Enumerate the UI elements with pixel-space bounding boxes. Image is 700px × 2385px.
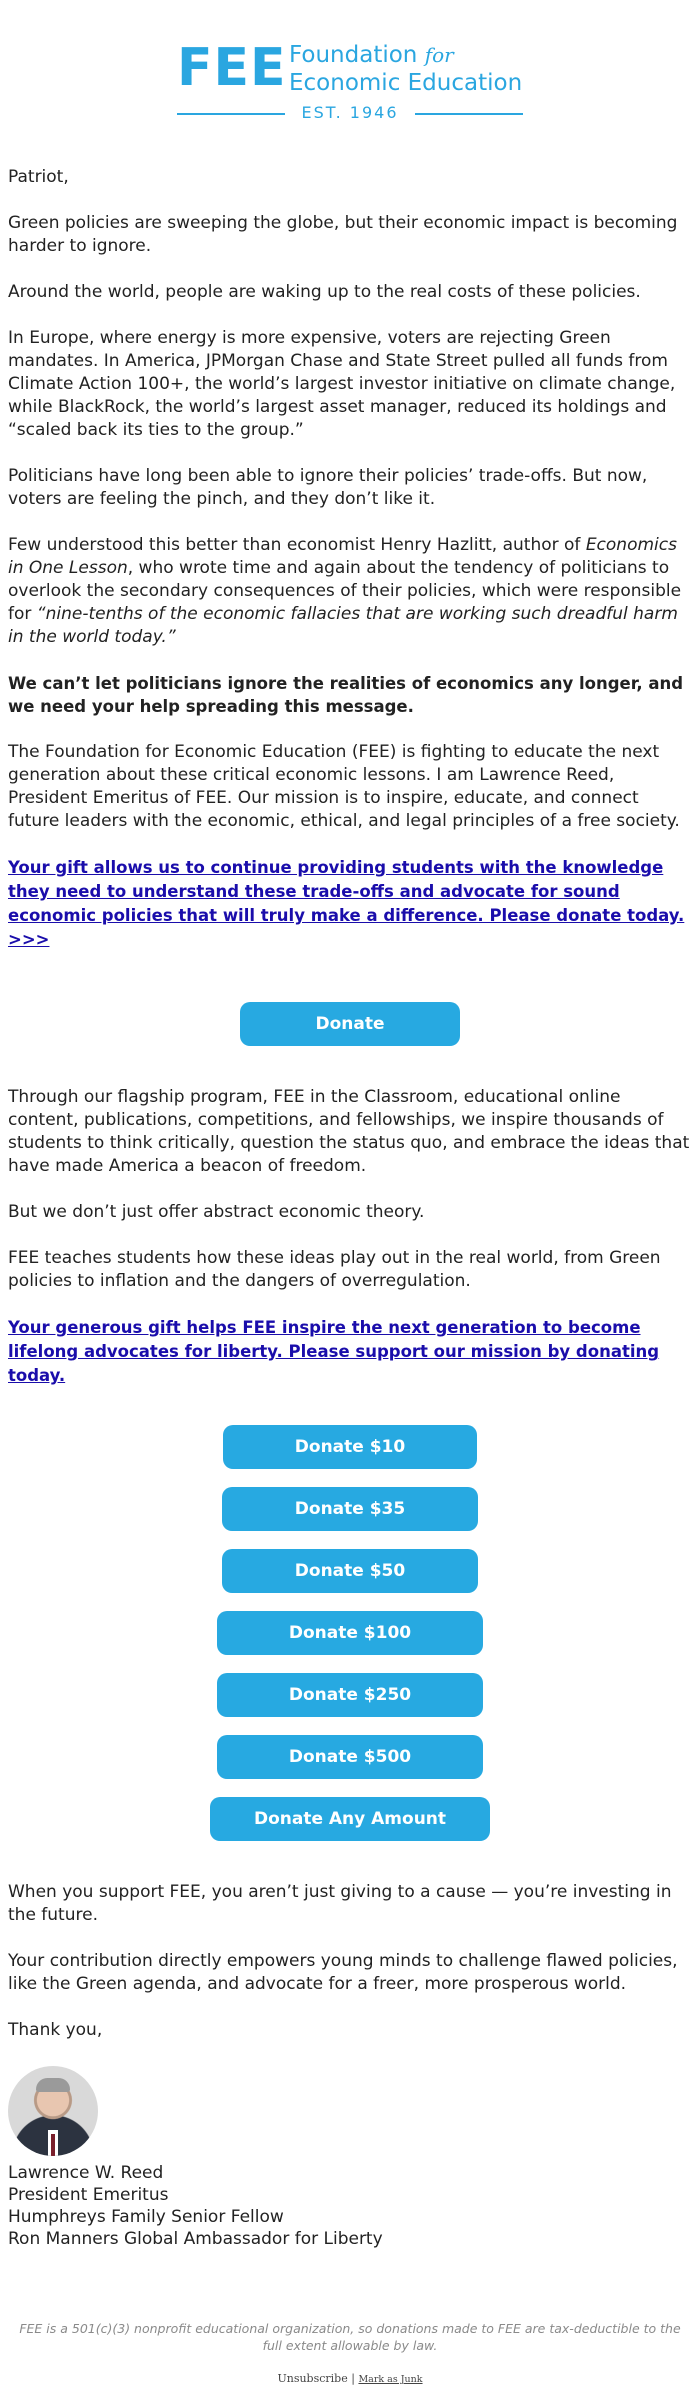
logo-economic-education-text: Economic Education xyxy=(289,70,523,96)
footer-separator: | xyxy=(351,2372,355,2385)
donate-100-button[interactable]: Donate $100 xyxy=(217,1611,483,1655)
footer xyxy=(0,2320,700,2385)
paragraph-politicians: Politicians have long been able to ignore their policies’ trade-offs. But now, voters are feeling the pinch, and they don’t like it. xyxy=(8,466,648,509)
logo-established: EST. 1946 xyxy=(301,103,399,122)
donate-35-button[interactable]: Donate $35 xyxy=(222,1487,478,1531)
logo-rule-right xyxy=(415,113,523,115)
donate-link-paragraph xyxy=(8,856,692,952)
closing: Thank you, xyxy=(8,2020,103,2040)
avatar-hair xyxy=(36,2078,70,2092)
donate-250-button[interactable]: Donate $250 xyxy=(217,1673,483,1717)
donate-link-trade-offs[interactable]: Your gift allows us to continue providing students with the knowledge they need to understand these trade-offs and advocate for sound economic policies that will truly make a difference. Please donate today. >>> xyxy=(8,858,685,949)
unsubscribe-link[interactable]: Unsubscribe xyxy=(277,2372,348,2385)
signature-name: Lawrence W. Reed xyxy=(8,2163,164,2183)
logo-for-word: for xyxy=(424,43,454,67)
hazlitt-text-b: , who wrote time and again about the tendency of politicians to overlook the secondary consequences of their policies, which were responsible for xyxy=(8,558,682,624)
donate-500-button[interactable]: Donate $500 xyxy=(217,1735,483,1779)
signature-title-1: President Emeritus xyxy=(8,2185,169,2205)
avatar-tie xyxy=(51,2134,55,2156)
signature-block xyxy=(8,2162,692,2250)
paragraph-waking-up: Around the world, people are waking up to the real costs of these policies. xyxy=(8,282,641,302)
logo-foundation-word: Foundation xyxy=(289,42,425,68)
paragraph-real-world: FEE teaches students how these ideas play out in the real world, from Green policies to inflation and the dangers of overregulation. xyxy=(8,1248,661,1291)
paragraph-green-policies: Green policies are sweeping the globe, but their economic impact is becoming harder to ignore. xyxy=(8,213,678,256)
footer-legal-text: FEE is a 501(c)(3) nonprofit educational organization, so donations made to FEE are tax-deductible to the full extent allowable by law. xyxy=(19,2321,681,2353)
paragraph-fee-mission: The Foundation for Economic Education (FEE) is fighting to educate the next generation about these critical economic lessons. I am Lawrence Reed, President Emeritus of FEE. Our mission is to inspire, educate, and connect future leaders with the economic, ethical, and legal principles of a free society. xyxy=(8,742,680,831)
paragraph-contribution: Your contribution directly empowers young minds to challenge flawed policies, like the Green agenda, and advocate for a freer, more prosperous world. xyxy=(8,1951,678,1994)
hazlitt-book-title: Economics in One Lesson xyxy=(8,535,677,578)
donate-button[interactable]: Donate xyxy=(240,1002,460,1046)
logo-foundation-text xyxy=(289,42,454,68)
avatar xyxy=(8,2066,98,2156)
donate-any-amount-button[interactable]: Donate Any Amount xyxy=(210,1797,490,1841)
email-body xyxy=(0,166,700,2250)
donate-10-button[interactable]: Donate $10 xyxy=(223,1425,477,1469)
hazlitt-text-a: Few understood this better than economist Henry Hazlitt, author of xyxy=(8,535,586,555)
signature-title-3: Ron Manners Global Ambassador for Liberty xyxy=(8,2229,383,2249)
fee-logo-mark: FEE xyxy=(177,38,287,98)
footer-links xyxy=(14,2372,686,2385)
hazlitt-quote: “nine-tenths of the economic fallacies that are working such dreadful harm in the world today.” xyxy=(8,604,678,647)
donate-link-liberty[interactable]: Your generous gift helps FEE inspire the next generation to become lifelong advocates for liberty. Please support our mission by donating today. xyxy=(8,1318,660,1385)
fee-logo[interactable] xyxy=(177,38,523,125)
paragraph-investing: When you support FEE, you aren’t just giving to a cause — you’re investing in the future. xyxy=(8,1882,672,1925)
email-page xyxy=(0,38,700,2385)
donate-50-button[interactable]: Donate $50 xyxy=(222,1549,478,1593)
paragraph-call-to-action: We can’t let politicians ignore the realities of economics any longer, and we need your help spreading this message. xyxy=(8,674,684,716)
greeting: Patriot, xyxy=(8,167,69,187)
paragraph-flagship-program: Through our flagship program, FEE in the Classroom, educational online content, publications, competitions, and fellowships, we inspire thousands of students to think critically, question the status quo, and embrace the ideas that have made America a beacon of freedom. xyxy=(8,1087,690,1176)
paragraph-abstract-theory: But we don’t just offer abstract economic theory. xyxy=(8,1202,425,1222)
paragraph-europe-america: In Europe, where energy is more expensive, voters are rejecting Green mandates. In America, JPMorgan Chase and State Street pulled all funds from Climate Action 100+, the world’s largest investor initiative on climate change, while BlackRock, the world’s largest asset manager, reduced its holdings and “scaled back its ties to the group.” xyxy=(8,328,676,440)
paragraph-hazlitt xyxy=(8,534,692,649)
support-link-paragraph xyxy=(8,1316,692,1388)
mark-as-junk-link[interactable]: Mark as Junk xyxy=(358,2374,423,2385)
signature-title-2: Humphreys Family Senior Fellow xyxy=(8,2207,284,2227)
